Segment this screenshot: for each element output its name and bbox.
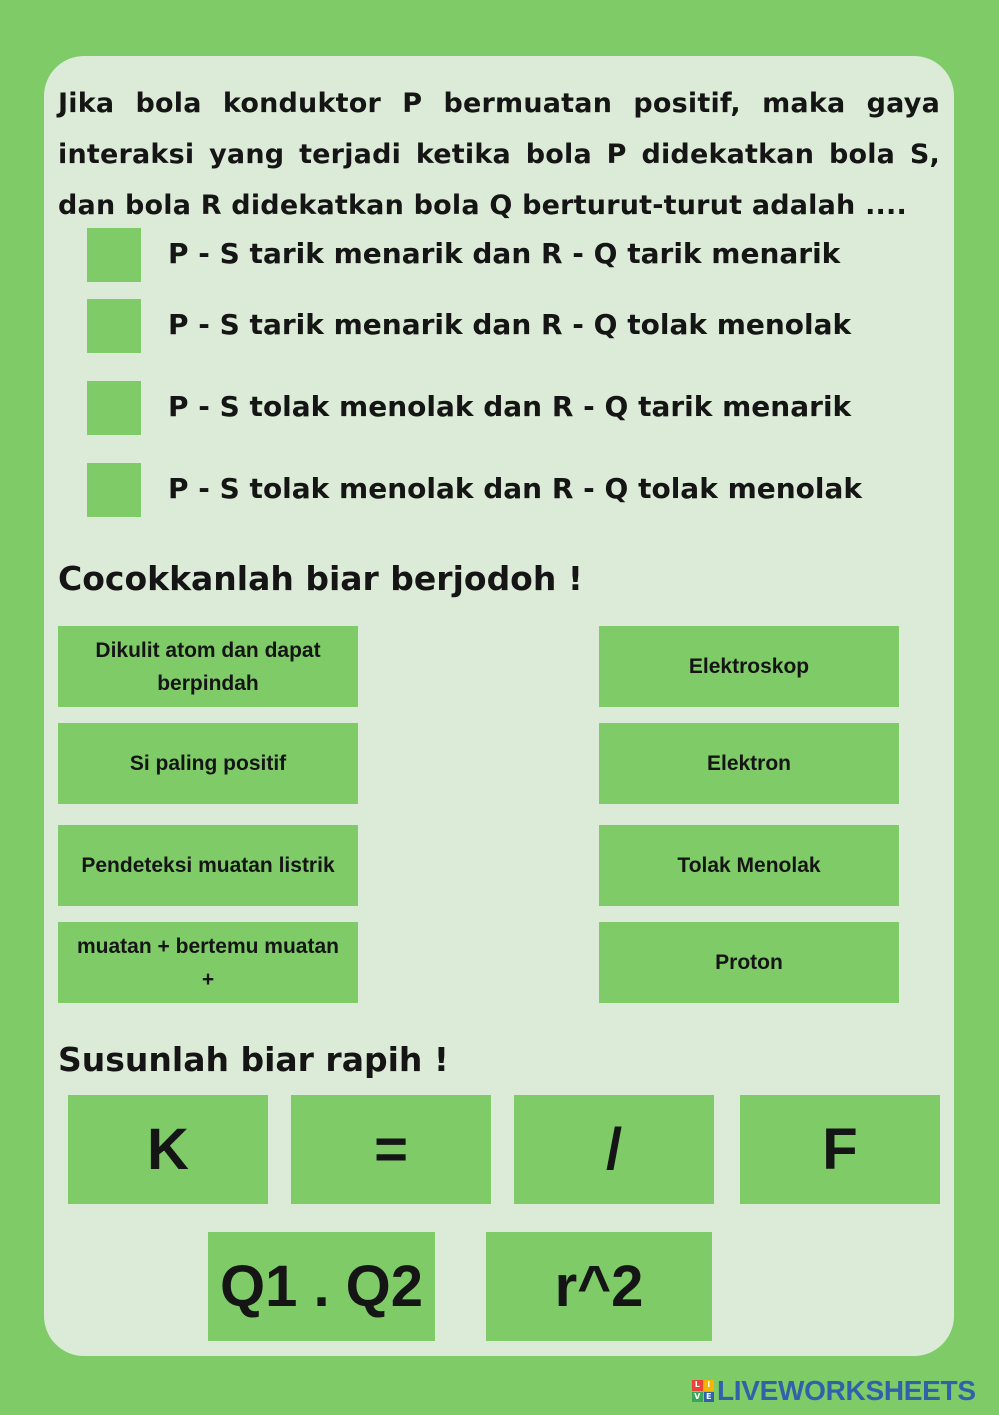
- matching-heading: Cocokkanlah biar berjodoh !: [58, 559, 583, 598]
- match-left-2[interactable]: Si paling positif: [58, 723, 358, 804]
- liveworksheets-logo: [692, 1374, 976, 1408]
- option-1-checkbox[interactable]: [87, 228, 141, 282]
- option-2-label: P - S tarik menarik dan R - Q tolak menolak: [168, 308, 852, 341]
- match-right-2[interactable]: Elektron: [599, 723, 899, 804]
- arrange-tile-r2[interactable]: r^2: [486, 1232, 712, 1341]
- option-4-checkbox[interactable]: [87, 463, 141, 517]
- arrange-heading: Susunlah biar rapih !: [58, 1040, 449, 1079]
- option-2-checkbox[interactable]: [87, 299, 141, 353]
- match-left-4[interactable]: muatan + bertemu muatan +: [58, 922, 358, 1003]
- match-right-3[interactable]: Tolak Menolak: [599, 825, 899, 906]
- arrange-tile-slash[interactable]: /: [514, 1095, 714, 1204]
- live-logo-icon: [692, 1380, 714, 1402]
- option-3-checkbox[interactable]: [87, 381, 141, 435]
- arrange-tile-k[interactable]: K: [68, 1095, 268, 1204]
- match-right-1[interactable]: Elektroskop: [599, 626, 899, 707]
- arrange-tile-f[interactable]: F: [740, 1095, 940, 1204]
- logo-letter: E: [704, 1392, 715, 1403]
- match-right-4[interactable]: Proton: [599, 922, 899, 1003]
- match-left-3[interactable]: Pendeteksi muatan listrik: [58, 825, 358, 906]
- arrange-tile-equals[interactable]: =: [291, 1095, 491, 1204]
- logo-letter: V: [692, 1392, 703, 1403]
- match-left-1[interactable]: Dikulit atom dan dapat berpindah: [58, 626, 358, 707]
- logo-letter: L: [692, 1380, 703, 1391]
- option-4-label: P - S tolak menolak dan R - Q tolak menolak: [168, 472, 863, 505]
- question-text: Jika bola konduktor P bermuatan positif, maka gaya interaksi yang terjadi ketika bola P didekatkan bola S, dan bola R didekatkan bola Q berturut-turut adalah ....: [58, 88, 940, 221]
- option-1-label: P - S tarik menarik dan R - Q tarik menarik: [168, 237, 841, 270]
- logo-text: LIVEWORKSHEETS: [717, 1375, 976, 1406]
- arrange-tile-q1q2[interactable]: Q1 . Q2: [208, 1232, 435, 1341]
- option-3-label: P - S tolak menolak dan R - Q tarik menarik: [168, 390, 852, 423]
- logo-letter: I: [704, 1380, 715, 1391]
